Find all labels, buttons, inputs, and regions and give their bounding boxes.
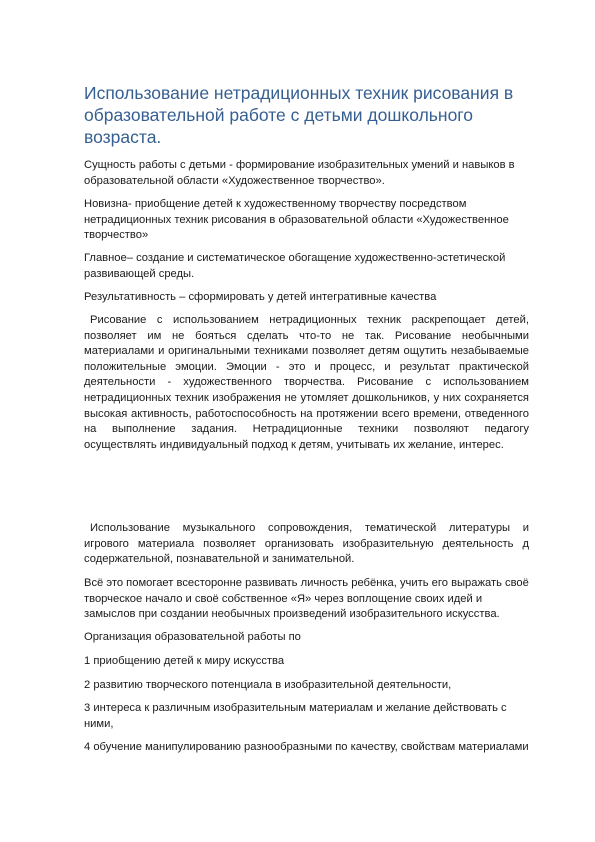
paragraph-development: Всё это помогает всесторонне развивать личность ребёнка, учить его выражать своё творческое начало и своё собственное «Я» через воплощение своих идей и замыслов при создании необычных произведений изобразительного искусства. — [84, 577, 529, 621]
page-title: Использование нетрадиционных техник рисования в образовательной работе с детьми дошкольного возраста. — [84, 83, 514, 147]
paragraph-essence: Сущность работы с детьми - формирование изобразительных умений и навыков в образовательной области «Художественное творчество». — [84, 159, 515, 187]
paragraph-results: Результативность – сформировать у детей интегративные качества — [84, 291, 437, 303]
list-item-2: 2 развитию творческого потенциала в изобразительной деятельности, — [84, 679, 452, 691]
list-item-4: 4 обучение манипулированию разнообразными по качеству, свойствам материалами — [84, 741, 529, 753]
paragraph-novelty: Новизна- приобщение детей к художественному творчеству посредством нетрадиционных техник рисования в образовательной области «Художественное творчество» — [84, 198, 509, 242]
paragraph-drawing: Рисование с использованием нетрадиционных техник раскрепощает детей, позволяет им не бояться сделать что-то не так. Рисование необычными материалами и оригинальными техниками позволяет детям ощутить незабываемые положительные эмоции. Эмоции - это и процесс, и результат практической деятельности - художественного творчества. Рисование с использованием нетрадиционных техник изображения не утомляет дошкольников, у них сохраняется высокая активность, работоспособность на протяжении всего времени, отведенного на выполнение задания. Нетрадиционные техники позволяют педагогу осуществлять индивидуальный подход к детям, учитывать их желание, интерес. — [84, 314, 529, 451]
paragraph-main: Главное– создание и систематическое обогащение художественно-эстетической развивающей среды. — [84, 252, 506, 280]
paragraph-organization: Организация образовательной работы по — [84, 631, 301, 643]
list-item-1: 1 приобщению детей к миру искусства — [84, 655, 285, 667]
paragraph-music: Использование музыкального сопровождения, тематической литературы и игрового материала позволяет организовать изобразительную деятельность д содержательной, познавательной и занимательной. — [84, 522, 529, 566]
list-item-3: 3 интереса к различным изобразительным материалам и желание действовать с ними, — [84, 702, 507, 730]
